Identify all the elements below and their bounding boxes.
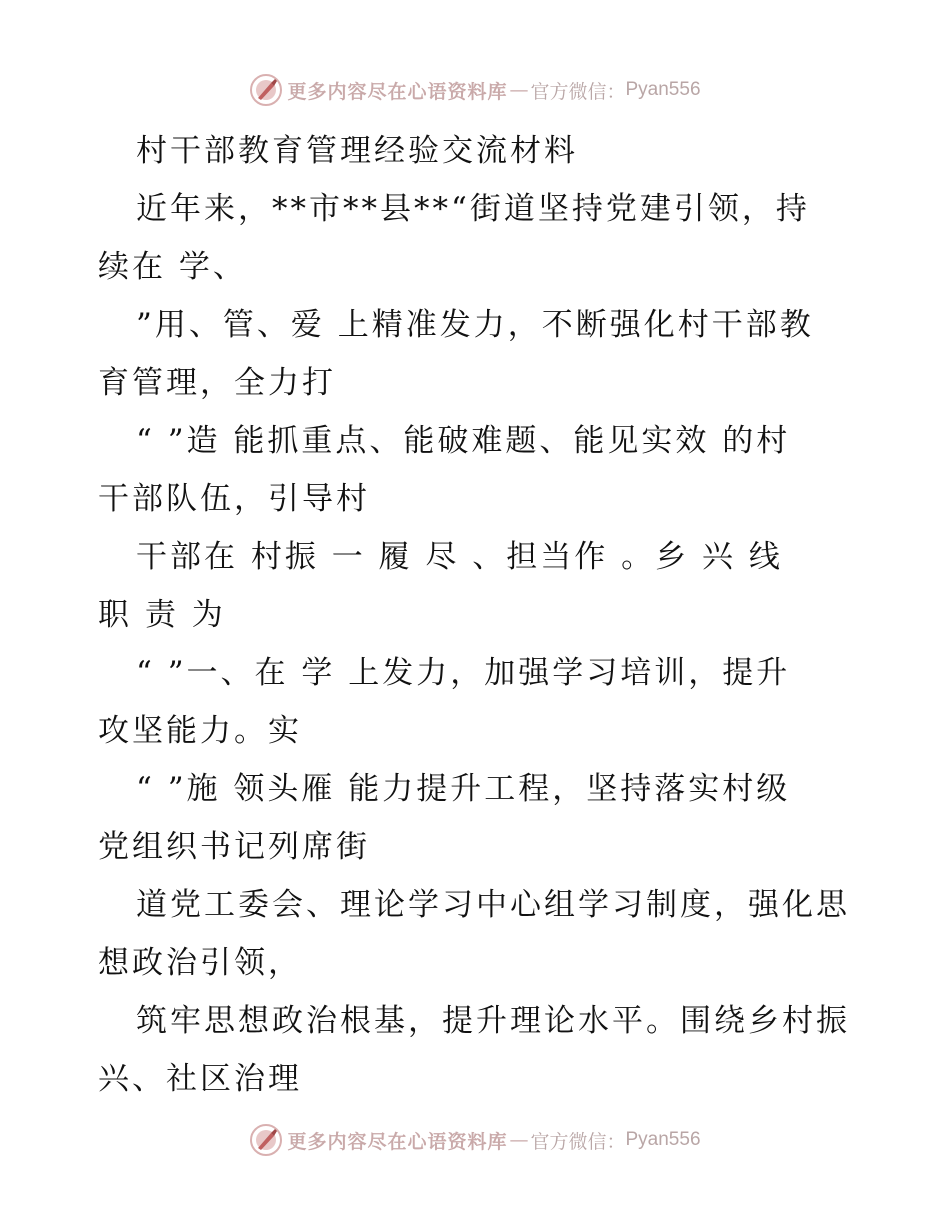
document-body xyxy=(98,122,858,1108)
text-line: 道党工委会、理论学习中心组学习制度，强化思 xyxy=(136,887,850,923)
document-title: 村干部教育管理经验交流材料 xyxy=(136,133,578,169)
text-line: 近年来，**市**县**“街道坚持党建引领，持 xyxy=(136,191,810,227)
section-heading: “ ”一、在 学 上发力，加强学习培训，提升 xyxy=(136,655,791,691)
header-brand-text: 更多内容尽在心语资料库 xyxy=(287,80,508,103)
header-banner xyxy=(0,70,950,110)
text-line: ”用、管、爱 上精准发力，不断强化村干部教 xyxy=(136,307,814,343)
header-wechat-id: Pyan556 xyxy=(625,79,701,100)
footer-brand-text: 更多内容尽在心语资料库 xyxy=(287,1130,508,1153)
text-line: 攻坚能力。实 xyxy=(98,713,302,749)
text-line: “ ”造 能抓重点、能破难题、能见实效 的村 xyxy=(136,423,791,459)
text-line: 干部队伍，引导村 xyxy=(98,481,370,517)
footer-wechat-id: Pyan556 xyxy=(625,1129,701,1150)
text-line: 筑牢思想政治根基，提升理论水平。围绕乡村振 xyxy=(136,1003,850,1039)
footer-contact-label: 官方微信： xyxy=(530,1130,626,1153)
text-line: 想政治引领， xyxy=(98,945,302,981)
text-line: “ ”施 领头雁 能力提升工程，坚持落实村级 xyxy=(136,771,791,807)
footer-dash: — xyxy=(509,1129,529,1151)
header-contact-label: 官方微信： xyxy=(530,80,626,103)
pen-logo-icon xyxy=(249,73,283,107)
text-line: 育管理，全力打 xyxy=(98,365,336,401)
text-line: 职 责 为 xyxy=(98,597,226,633)
text-line: 续在 学、 xyxy=(98,249,247,285)
text-line: 干部在 村振 一 履 尽 、担当作 。乡 兴 线 xyxy=(136,539,783,575)
pen-logo-icon xyxy=(249,1123,283,1157)
text-line: 兴、社区治理 xyxy=(98,1061,302,1097)
header-dash: — xyxy=(509,79,529,101)
footer-banner xyxy=(0,1120,950,1160)
text-line: 党组织书记列席街 xyxy=(98,829,370,865)
